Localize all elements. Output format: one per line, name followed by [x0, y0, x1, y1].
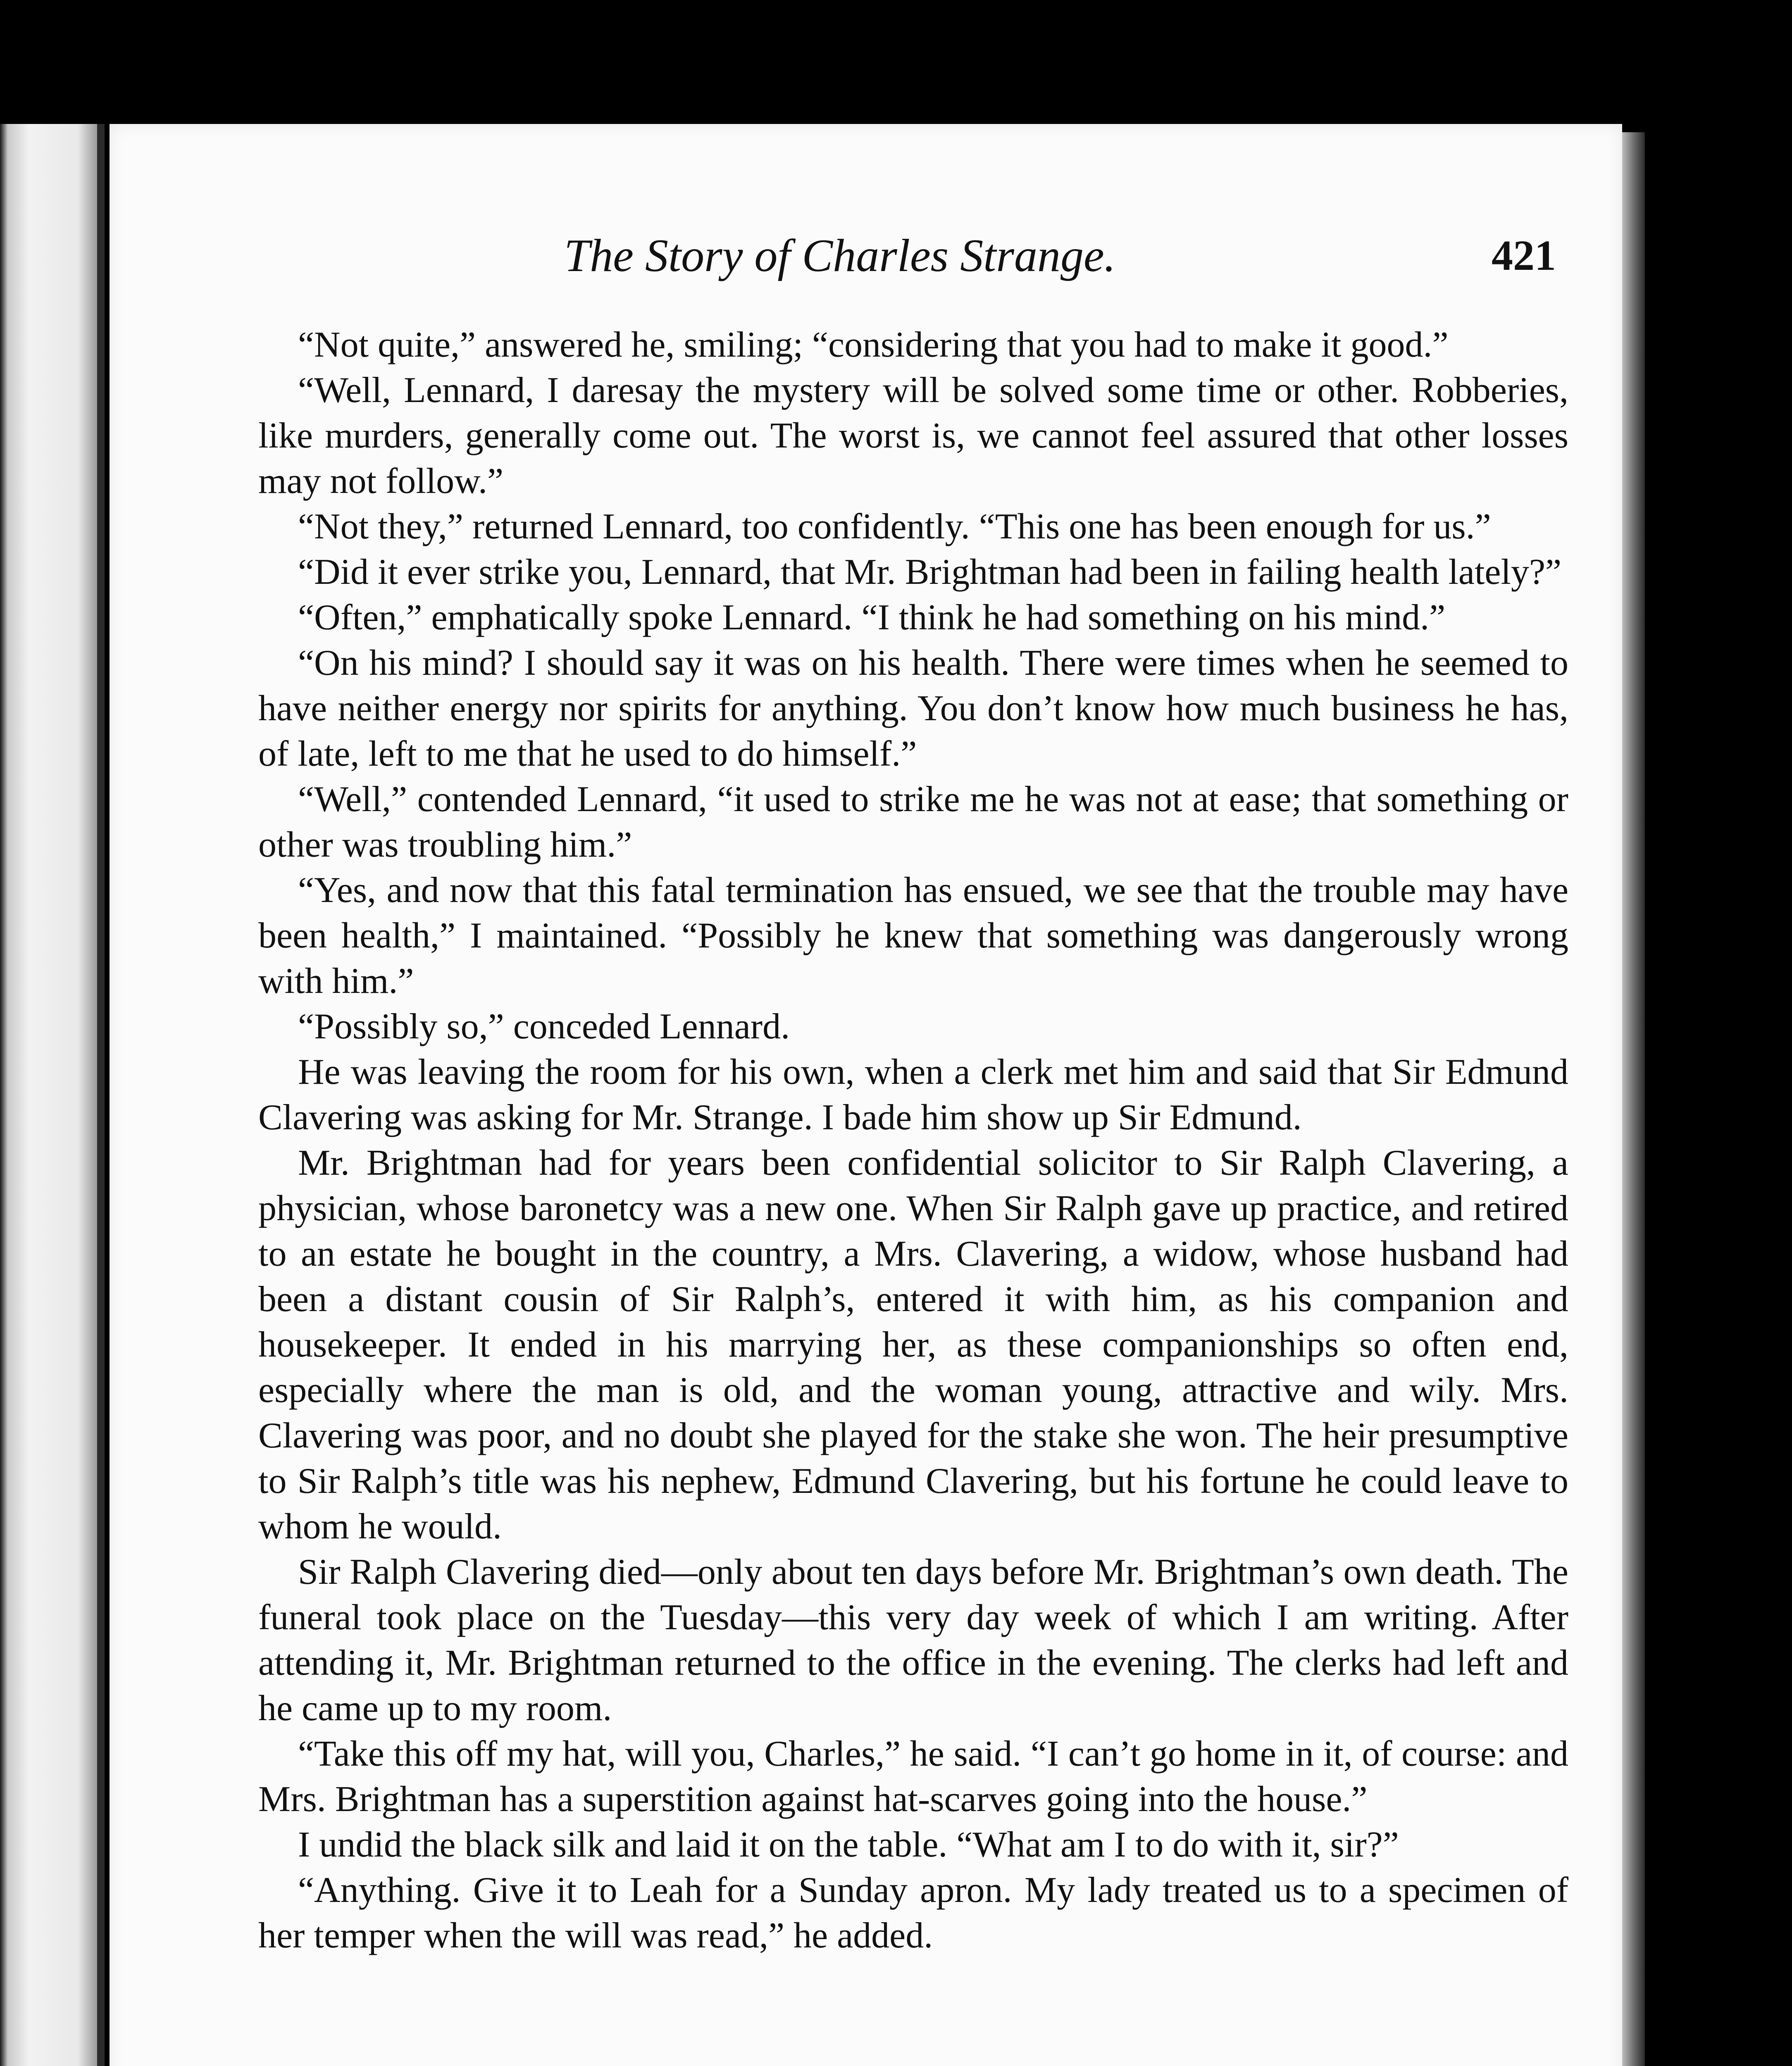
paragraph: “Possibly so,” conceded Lennard. [298, 1007, 790, 1047]
book-page [110, 124, 1622, 2066]
paragraph: “Did it ever strike you, Lennard, that Mr. Brightman had been in failing health lately?” [298, 552, 1562, 592]
left-page-edge [0, 124, 105, 2066]
paragraph: “Not quite,” answered he, smiling; “considering that you had to make it good.” [298, 325, 1449, 365]
paragraph: “Take this off my hat, will you, Charles,” he said. “I can’t go home in it, of course: and Mrs. Brightman has a superstition against hat-scarves going into the house.” [258, 1734, 1568, 1819]
running-title: The Story of Charles Strange. [564, 230, 1116, 281]
paragraph: “Anything. Give it to Leah for a Sunday apron. My lady treated us to a specimen of her temper when the will was read,” he added. [258, 1870, 1568, 1956]
running-head [110, 229, 1622, 295]
paragraph: “Not they,” returned Lennard, too confidently. “This one has been enough for us.” [298, 507, 1491, 547]
paragraph: “Yes, and now that this fatal termination has ensued, we see that the trouble may have been health,” I maintained. “Possibly he knew that something was dangerously wrong with him.” [258, 870, 1568, 1001]
paragraph: He was leaving the room for his own, when a clerk met him and said that Sir Edmund Clavering was asking for Mr. Strange. I bade him show up Sir Edmund. [258, 1052, 1568, 1138]
paragraph: “Well, Lennard, I daresay the mystery will be solved some time or other. Robberies, like murders, generally come out. The worst is, we cannot feel assured that other losses may not follow.” [258, 370, 1568, 501]
paragraph: “Well,” contended Lennard, “it used to strike me he was not at ease; that something or other was troubling him.” [258, 779, 1568, 865]
body-text [258, 322, 1568, 1959]
paragraph: Sir Ralph Clavering died—only about ten days before Mr. Brightman’s own death. The funeral took place on the Tuesday—this very day week of which I am writing. After attending it, Mr. Brightman returned to the office in the evening. The clerks had left and he came up to my room. [258, 1552, 1568, 1728]
paragraph: Mr. Brightman had for years been confidential solicitor to Sir Ralph Clavering, a physician, whose baronetcy was a new one. When Sir Ralph gave up practice, and retired to an estate he bought in the country, a Mrs. Clavering, a widow, whose husband had been a distant cousin of Sir Ralph’s, entered it with him, as his companion and housekeeper. It ended in his marrying her, as these companionships so often end, especially where the man is old, and the woman young, attractive and wily. Mrs. Clavering was poor, and no doubt she played for the stake she won. The heir presumptive to Sir Ralph’s title was his nephew, Edmund Clavering, but his fortune he could leave to whom he would. [258, 1143, 1568, 1547]
paragraph: “Often,” emphatically spoke Lennard. “I think he had something on his mind.” [298, 597, 1446, 638]
right-page-edge [1622, 132, 1645, 2066]
page-number: 421 [1492, 232, 1556, 279]
paragraph: I undid the black silk and laid it on the table. “What am I to do with it, sir?” [298, 1825, 1399, 1865]
paragraph: “On his mind? I should say it was on his health. There were times when he seemed to have neither energy nor spirits for anything. You don’t know how much business he has, of late, left to me that he used to do himself.” [258, 643, 1568, 774]
